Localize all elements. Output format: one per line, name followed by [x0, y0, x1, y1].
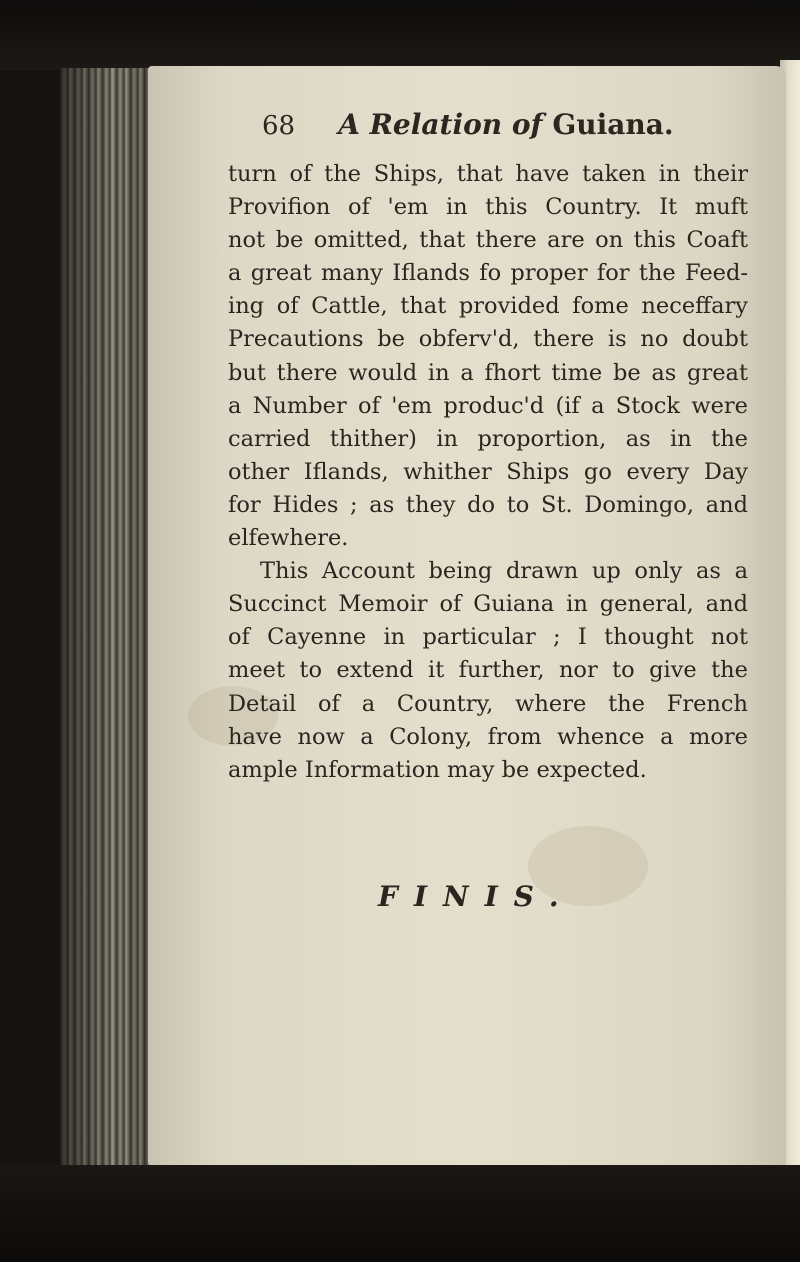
finis-heading: FINIS.	[378, 880, 575, 913]
text-line: other Iflands, whither Ships go every Day	[228, 458, 748, 485]
body-text	[228, 158, 748, 787]
text-line: elfewhere.	[228, 525, 349, 552]
paragraph-start-line: This Account being drawn up only as a	[260, 558, 748, 585]
running-title-place: Guiana.	[552, 108, 674, 141]
bottom-shadow	[0, 1165, 800, 1262]
text-line: not be omitted, that there are on this Coaft	[228, 227, 748, 254]
text-line: a Number of 'em produc'd (if a Stock were	[228, 392, 748, 419]
text-line: Succinct Memoir of Guiana in general, and	[228, 591, 748, 618]
page-header	[262, 108, 782, 141]
text-line: have now a Colony, from whence a more	[228, 723, 748, 750]
text-line: for Hides ; as they do to St. Domingo, and	[228, 491, 748, 518]
text-line: turn of the Ships, that have taken in their	[228, 161, 748, 187]
text-line: of Cayenne in particular ; I thought not	[228, 624, 748, 651]
text-line: ample Information may be expected.	[228, 756, 647, 783]
gutter-shade	[60, 68, 152, 1168]
text-line: but there would in a fhort time be as great	[228, 359, 748, 386]
text-line: meet to extend it further, nor to give the	[228, 657, 748, 684]
top-shadow	[0, 0, 800, 70]
text-line: carried thither) in proportion, as in the	[228, 425, 748, 452]
page-number: 68	[262, 111, 296, 141]
text-line: Precautions be obferv'd, there is no doubt	[228, 326, 748, 353]
running-title-text: A Relation of	[338, 108, 543, 141]
text-line: Detail of a Country, where the French	[228, 690, 748, 717]
text-line: a great many Iflands fo proper for the Feed-	[228, 260, 748, 287]
text-line: ing of Cattle, that provided fome neceffary	[228, 293, 748, 320]
text-line: Provifion of 'em in this Country. It muft	[228, 194, 748, 221]
running-title	[338, 108, 673, 141]
